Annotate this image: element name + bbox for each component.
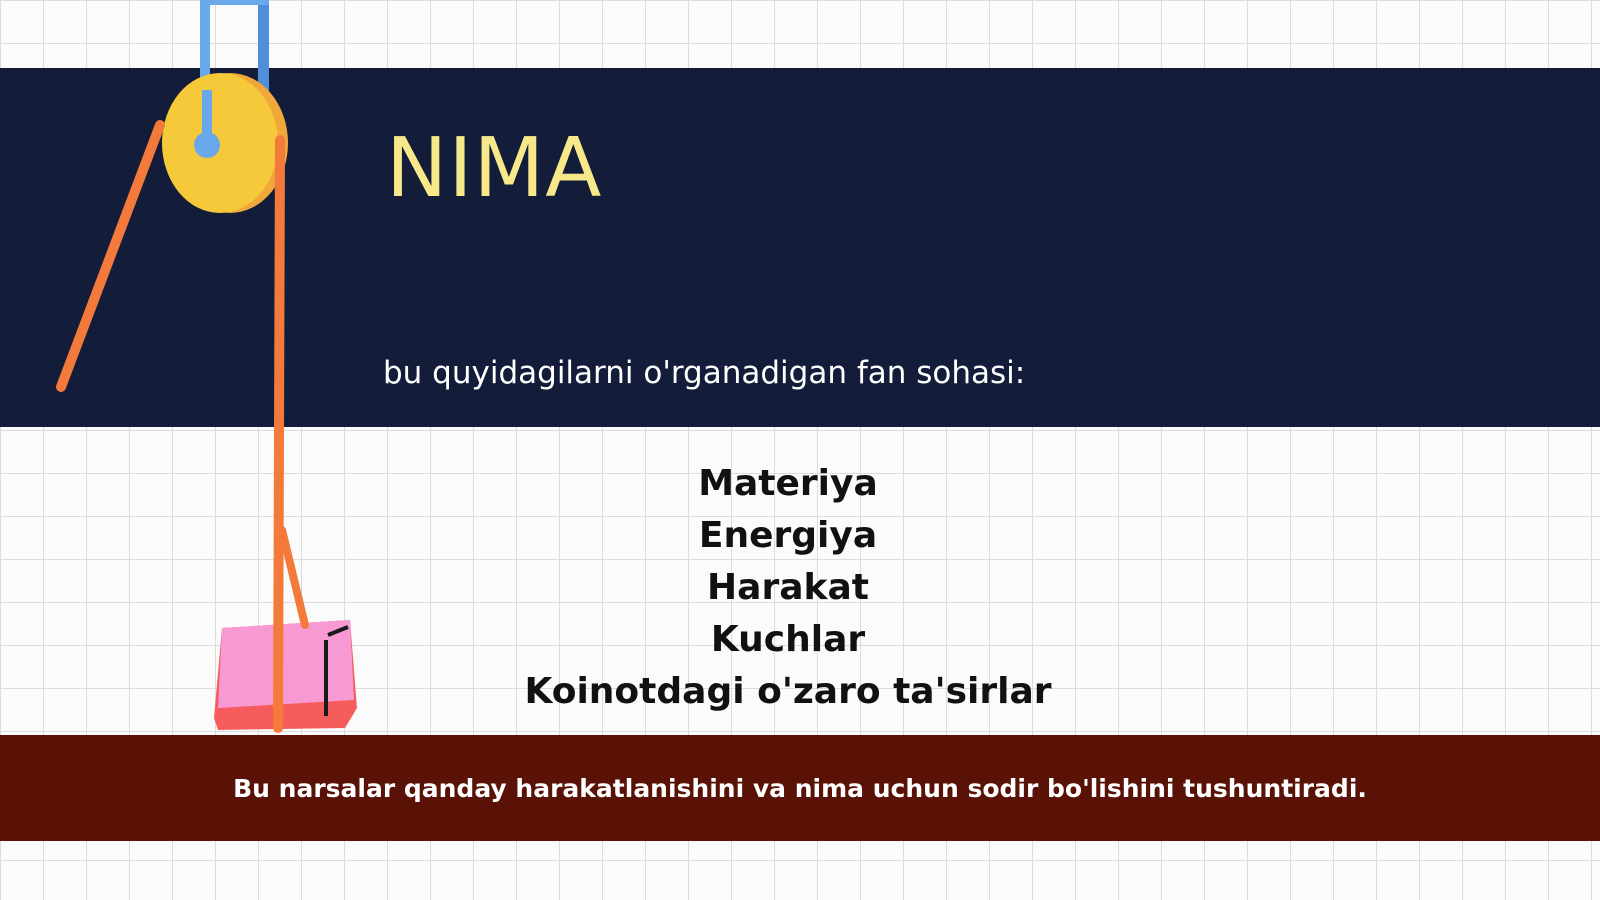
topic-list: [488, 458, 1088, 718]
topic-item: Materiya: [698, 463, 878, 504]
slide-title: NIMA: [386, 121, 603, 216]
topic-item: Energiya: [698, 515, 878, 556]
pulley-icon: [162, 73, 288, 213]
topic-item: Harakat: [707, 567, 869, 608]
rope-tie: [282, 530, 305, 625]
rope-right: [278, 140, 280, 728]
footer-caption: Bu narsalar qanday harakatlanishini va nima uchun sodir bo'lishini tushuntiradi.: [233, 773, 1367, 803]
topic-item: Koinotdagi o'zaro ta'sirlar: [524, 671, 1052, 712]
pulley-illustration: [0, 0, 400, 760]
weight-block-icon: [214, 620, 357, 730]
rope-left: [61, 125, 160, 387]
topic-item: Kuchlar: [710, 619, 866, 660]
slide-subtitle: bu quyidagilarni o'rganadigan fan sohasi:: [383, 355, 1026, 391]
